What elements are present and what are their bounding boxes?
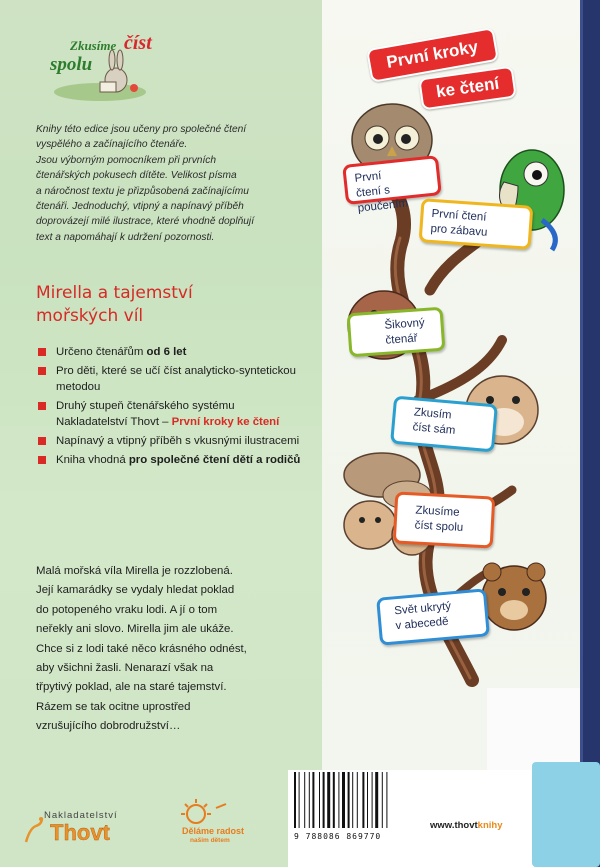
tree-sign-6	[376, 588, 490, 645]
publisher-small-label: Nakladatelství	[44, 810, 118, 821]
intro-line: a náročnost textu je přizpůsobená začínajícímu	[36, 185, 249, 197]
tree-sign-line-1: Šikovný	[384, 316, 426, 332]
series-logo	[42, 30, 157, 110]
bear-icon	[482, 563, 546, 630]
blurb-line: aby všichni žasli. Nenarazí však na	[36, 662, 214, 675]
tree-sign-line-1: Svět ukrytý	[393, 600, 452, 618]
bullet-square-icon	[38, 402, 46, 410]
blurb-line: do potopeného vraku lodi. A jí o tom	[36, 603, 218, 616]
tree-sign-line-2: číst sám	[412, 421, 456, 437]
intro-line: Jsou výborným pomocníkem při prvních	[36, 154, 217, 166]
list-item: Kniha vhodná pro společné čtení dětí a rodičů	[36, 452, 306, 468]
tree-sign-line-1: První čtení	[431, 207, 487, 224]
website-suffix: knihy	[477, 820, 503, 831]
tree-sign-line-1: Zkusíme	[415, 504, 460, 519]
tree-sign-line-2: čtení s poučením	[355, 184, 409, 215]
slogan-line-1: Děláme radost	[182, 826, 245, 836]
feature-list	[36, 344, 306, 471]
blurb-line: neřekly ani slovo. Mirella jim ale ukáže.	[36, 623, 234, 636]
tree-sign-1	[342, 155, 442, 215]
isbn-number: 9 788086 869770	[294, 832, 382, 841]
intro-line: vyspělého a začínajícího čtenáře.	[36, 139, 188, 151]
tree-sign-3	[347, 307, 446, 358]
intro-line: čtenáři. Jednoduchý, vtipný a napínavý příběh	[36, 201, 244, 213]
intro-line: doprovázejí milé ilustrace, které vhodně doplňují	[36, 216, 255, 228]
list-item: Pro děti, které se učí číst analyticko-syntetickou metodou	[36, 363, 306, 395]
edition-intro	[36, 122, 286, 245]
tree-sign-2	[419, 198, 534, 250]
sun-icon	[180, 798, 240, 828]
tree-sign-4	[390, 396, 498, 453]
blurb-line: vzrušujícího dobrodružství…	[36, 720, 181, 733]
website-url	[430, 820, 502, 831]
slogan-line-2: našim dětem	[190, 837, 230, 844]
bullet-square-icon	[38, 348, 46, 356]
library-sticker	[532, 762, 600, 867]
book-blurb	[36, 562, 298, 737]
blurb-line: Její kamarádky se vydaly hledat poklad	[36, 584, 235, 597]
list-item: Určeno čtenářům od 6 let	[36, 344, 306, 360]
bullet-square-icon	[38, 367, 46, 375]
tree-sign-line-2: čtenář	[385, 332, 418, 347]
series-badge-line-1: První kroky	[366, 27, 499, 83]
tree-sign-line-2: v abecedě	[395, 615, 450, 633]
blurb-line: Chce si z lodi také něco krásného odnést,	[36, 642, 247, 655]
barcode	[292, 772, 404, 830]
logo-word-1: Zkusíme	[70, 38, 117, 53]
list-item: Napínavý a vtipný příběh s vkusnými ilustracemi	[36, 433, 306, 449]
website-prefix: www.thovt	[430, 820, 478, 831]
tree-sign-line-2: pro zábavu	[430, 222, 488, 239]
tree-sign-5	[393, 491, 496, 548]
tree-sign-line-1: První	[354, 170, 383, 185]
publisher-logo	[22, 808, 152, 848]
intro-line: Knihy této edice jsou učeny pro společné čtení	[36, 124, 247, 135]
list-item: Druhý stupeň čtenářského systému Nakladatelství Thovt – První kroky ke čtení	[36, 398, 306, 430]
bullet-square-icon	[38, 456, 46, 464]
tree-sign-line-2: číst spolu	[414, 519, 464, 535]
tree-sign-line-1: Zkusím	[413, 406, 452, 422]
blurb-line: Rázem se tak ocitne uprostřed	[36, 700, 191, 713]
book-title	[36, 282, 296, 328]
intro-line: čtenářských pokusech dítěte. Velikost písma	[36, 170, 237, 182]
bullet-square-icon	[38, 437, 46, 445]
spine-edge	[580, 0, 600, 867]
slogan-logo	[176, 798, 276, 848]
blurb-line: Malá mořská víla Mirella je rozzlobená.	[36, 565, 233, 577]
publisher-name: Thovt	[50, 820, 110, 845]
logo-word-3: spolu	[50, 54, 93, 75]
series-badge	[362, 30, 552, 106]
book-title-line-2: mořských víl	[36, 306, 144, 326]
logo-word-2: číst	[124, 32, 152, 54]
ibis-icon	[22, 816, 46, 846]
series-badge-line-2: ke čtení	[418, 66, 517, 111]
blurb-line: třpytivý poklad, ale na staré tajemství.	[36, 681, 227, 694]
intro-line: text a napomáhají k udržení pozornosti.	[36, 231, 215, 243]
book-title-line-1: Mirella a tajemství	[36, 283, 193, 303]
